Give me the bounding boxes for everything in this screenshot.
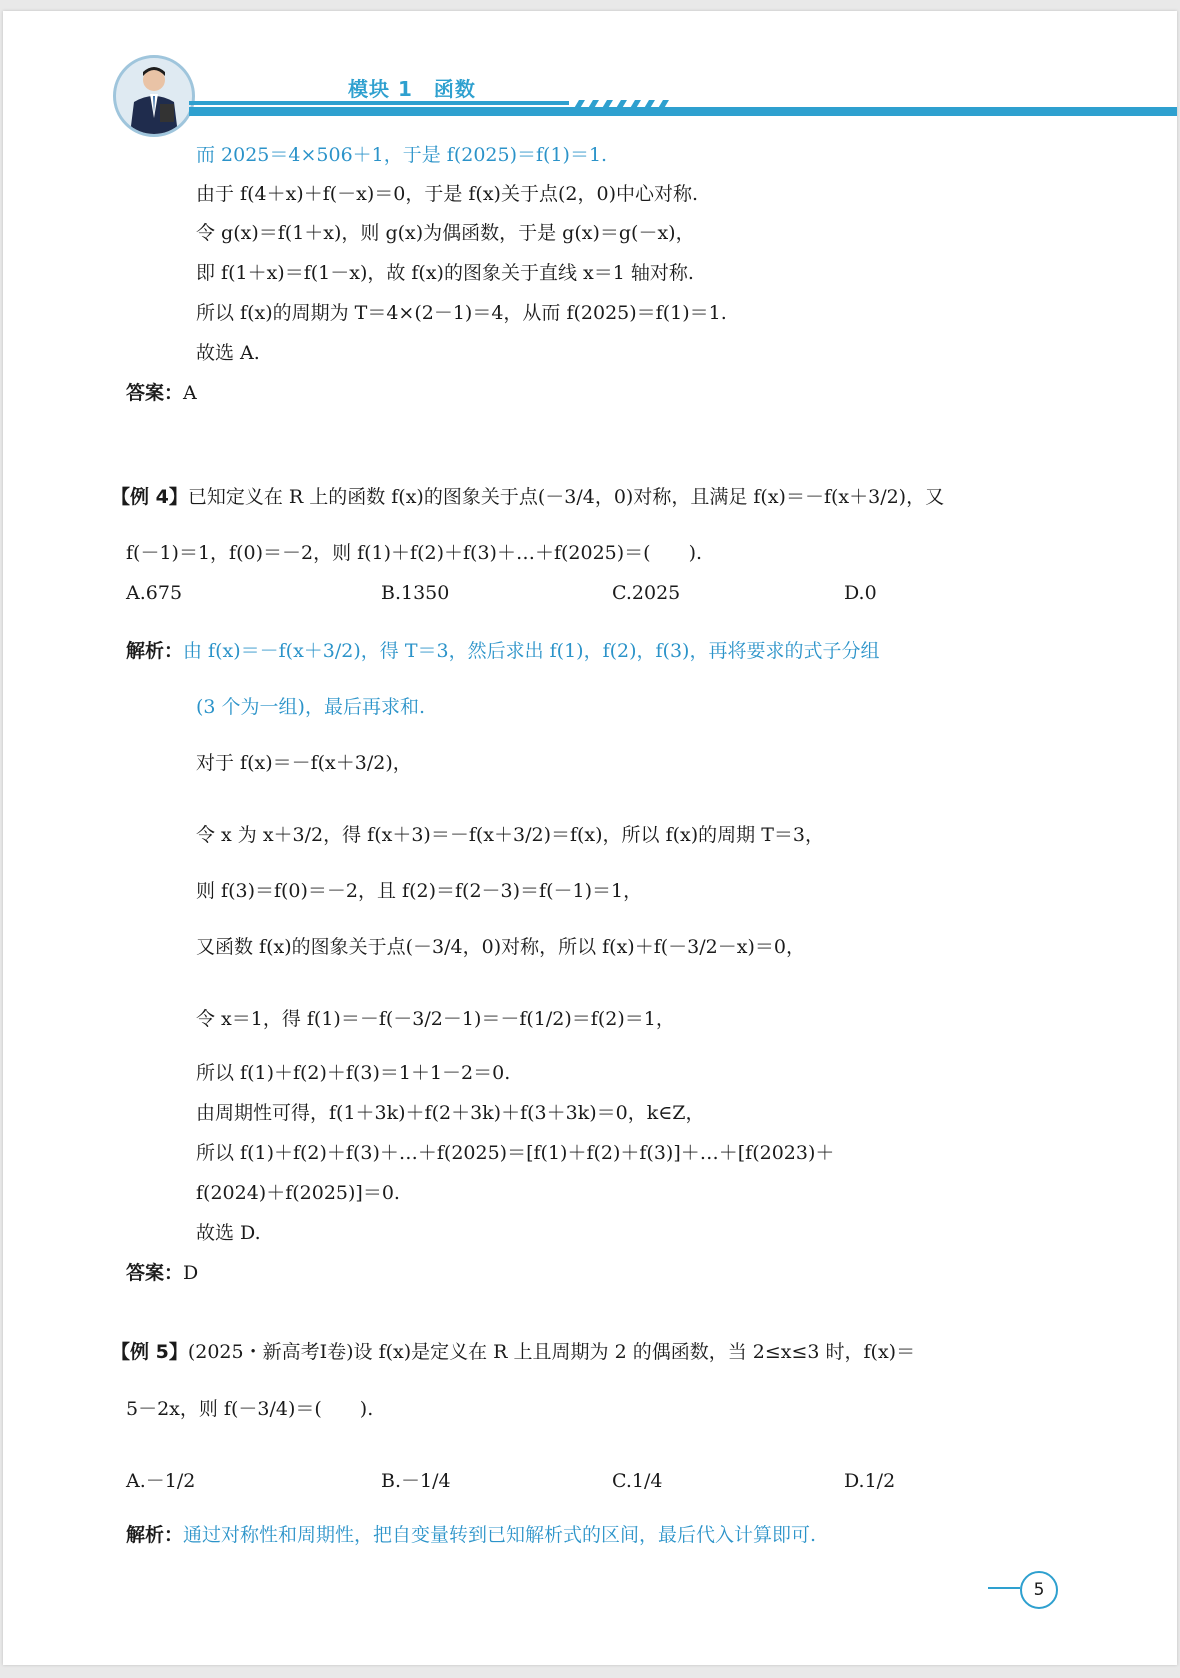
solution-step: 故选 D.	[196, 1222, 261, 1244]
option-b: B.－1/4	[381, 1470, 451, 1492]
solution-step: 令 x＝1，得 f(1)＝－f(－3/2－1)＝－f(1/2)＝f(2)＝1，	[196, 1008, 675, 1030]
example-4-stem-line1: 已知定义在 R 上的函数 f(x)的图象关于点(－3/4，0)对称，且满足 f(x)＝－f(x＋3/2)，又	[187, 486, 945, 508]
answer-label: 答案：	[126, 382, 184, 404]
solution-step: 令 x 为 x＋3/2，得 f(x＋3)＝－f(x＋3/2)＝f(x)，所以 f(x)的周期 T＝3，	[196, 824, 824, 846]
example-5-stem	[111, 1336, 915, 1368]
option-c: C.1/4	[612, 1470, 663, 1492]
answer-row	[126, 1257, 198, 1289]
option-b: B.1350	[381, 582, 450, 604]
page-number: 5	[1020, 1571, 1058, 1609]
page-header	[3, 11, 1177, 141]
solution-line: 而 2025＝4×506＋1，于是 f(2025)＝f(1)＝1.	[196, 144, 608, 166]
header-rule-thin	[189, 101, 569, 105]
answer-label: 答案：	[126, 1262, 184, 1284]
answer-row	[126, 377, 197, 409]
solution-line: 由于 f(4＋x)＋f(－x)＝0，于是 f(x)关于点(2，0)中心对称.	[196, 183, 699, 205]
example-5-stem-line1: (2025・新高考Ⅰ卷)设 f(x)是定义在 R 上且周期为 2 的偶函数，当 2≤x≤3 时，f(x)＝	[187, 1341, 916, 1363]
author-avatar	[113, 55, 195, 137]
example-4-stem-line2: f(－1)＝1，f(0)＝－2，则 f(1)＋f(2)＋f(3)＋…＋f(2025)＝( ).	[126, 542, 703, 564]
solution-step: f(2024)＋f(2025)]＝0.	[196, 1182, 400, 1204]
analysis-hint: 通过对称性和周期性，把自变量转到已知解析式的区间，最后代入计算即可.	[183, 1524, 817, 1546]
solution-step: 又函数 f(x)的图象关于点(－3/4，0)对称，所以 f(x)＋f(－3/2－x)＝0，	[196, 936, 805, 958]
analysis-hint-line2: (3 个为一组)，最后再求和.	[196, 696, 425, 718]
analysis-label: 解析：	[126, 640, 184, 662]
solution-step: 所以 f(1)＋f(2)＋f(3)＋…＋f(2025)＝[f(1)＋f(2)＋f(3)]＋…＋[f(2023)＋	[196, 1142, 835, 1164]
example-4-stem	[111, 481, 944, 513]
solution-line: 即 f(1＋x)＝f(1－x)，故 f(x)的图象关于直线 x＝1 轴对称.	[196, 262, 694, 284]
analysis-row	[126, 1519, 816, 1551]
solution-line: 令 g(x)＝f(1＋x)，则 g(x)为偶函数，于是 g(x)＝g(－x)，	[196, 222, 695, 244]
option-a: A.675	[126, 582, 183, 604]
footer-rule	[988, 1587, 1020, 1589]
example-4-label: 【例 4】	[111, 486, 188, 508]
analysis-label: 解析：	[126, 1524, 184, 1546]
header-rule-thick	[189, 107, 1177, 116]
option-c: C.2025	[612, 582, 681, 604]
solution-step: 对于 f(x)＝－f(x＋3/2)，	[196, 752, 412, 774]
analysis-row	[126, 635, 879, 667]
option-d: D.1/2	[844, 1470, 896, 1492]
example-5-label: 【例 5】	[111, 1341, 188, 1363]
option-d: D.0	[844, 582, 877, 604]
analysis-hint: 由 f(x)＝－f(x＋3/2)，得 T＝3，然后求出 f(1)，f(2)，f(3)，再将要求的式子分组	[183, 640, 880, 662]
solution-line: 故选 A.	[196, 342, 260, 364]
solution-step: 所以 f(1)＋f(2)＋f(3)＝1＋1－2＝0.	[196, 1062, 511, 1084]
solution-step: 由周期性可得，f(1＋3k)＋f(2＋3k)＋f(3＋3k)＝0，k∈Z，	[196, 1102, 705, 1124]
example-5-stem-line2: 5－2x，则 f(－3/4)＝( ).	[126, 1398, 374, 1420]
module-title: 模块 1 函数	[348, 77, 476, 101]
document-page	[3, 11, 1177, 1665]
answer-value: A	[183, 382, 197, 404]
solution-step: 则 f(3)＝f(0)＝－2，且 f(2)＝f(2－3)＝f(－1)＝1，	[196, 880, 643, 902]
option-a: A.－1/2	[126, 1470, 196, 1492]
answer-value: D	[183, 1262, 199, 1284]
solution-line: 所以 f(x)的周期为 T＝4×(2－1)＝4，从而 f(2025)＝f(1)＝1.	[196, 302, 727, 324]
